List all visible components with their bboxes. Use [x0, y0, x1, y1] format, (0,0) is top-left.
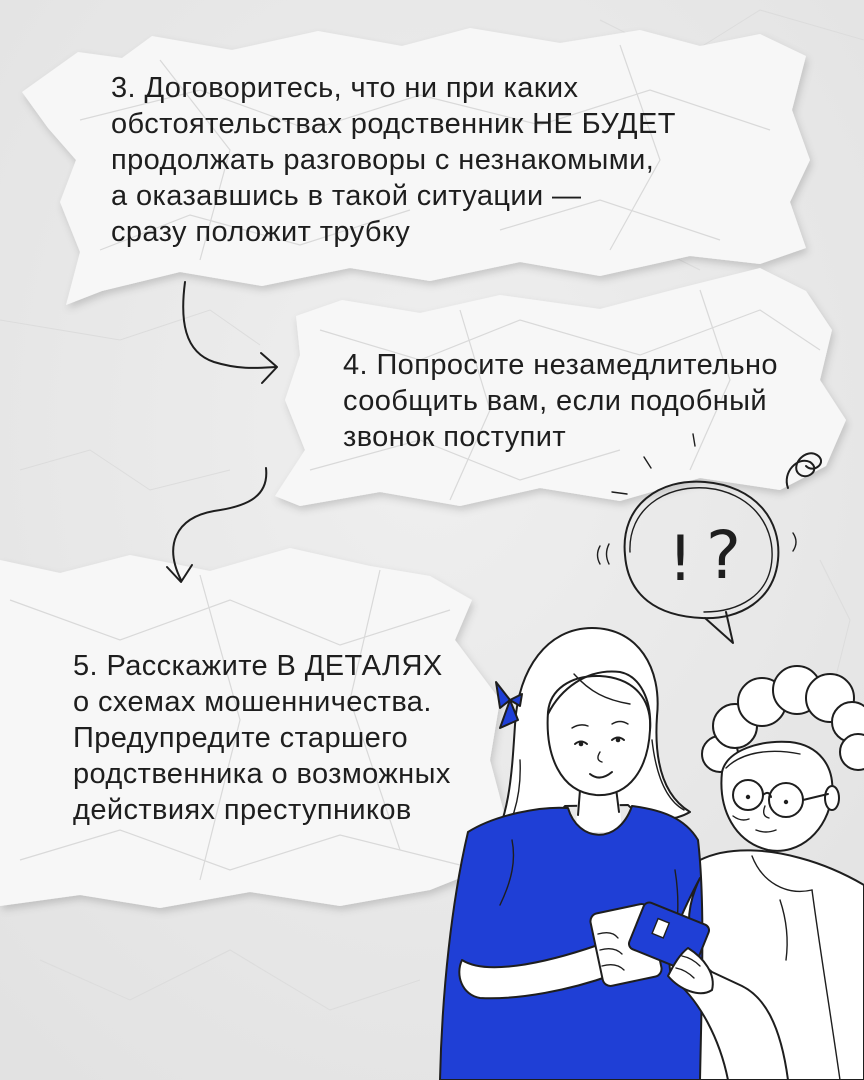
- step-4-line: звонок поступит: [343, 421, 567, 453]
- step-3-line: обстоятельствах родственник НЕ БУДЕТ: [111, 108, 676, 140]
- step-3-line: 3. Договоритесь, что ни при каких: [111, 72, 579, 104]
- step-5-line: действиях преступников: [73, 794, 412, 826]
- step-3-line: сразу положит трубку: [111, 216, 411, 248]
- step-4-line: сообщить вам, если подобный: [343, 385, 767, 417]
- step-5-line: Предупредите старшего: [73, 722, 409, 754]
- step-3-line: продолжать разговоры с незнакомыми,: [111, 144, 655, 176]
- question-mark: ?: [706, 517, 742, 594]
- step-4-text: [343, 347, 778, 455]
- step-5-line: родственника о возможных: [73, 758, 451, 790]
- step-5-line: о схемах мошенничества.: [73, 686, 432, 718]
- step-5-text: [73, 648, 451, 828]
- step-3-text: [111, 70, 676, 250]
- step-4-line: 4. Попросите незамедлительно: [343, 349, 778, 381]
- step-3-line: а оказавшись в такой ситуации —: [111, 180, 582, 212]
- step-5-line: 5. Расскажите В ДЕТАЛЯХ: [73, 650, 443, 682]
- exclamation-mark: !: [668, 522, 693, 595]
